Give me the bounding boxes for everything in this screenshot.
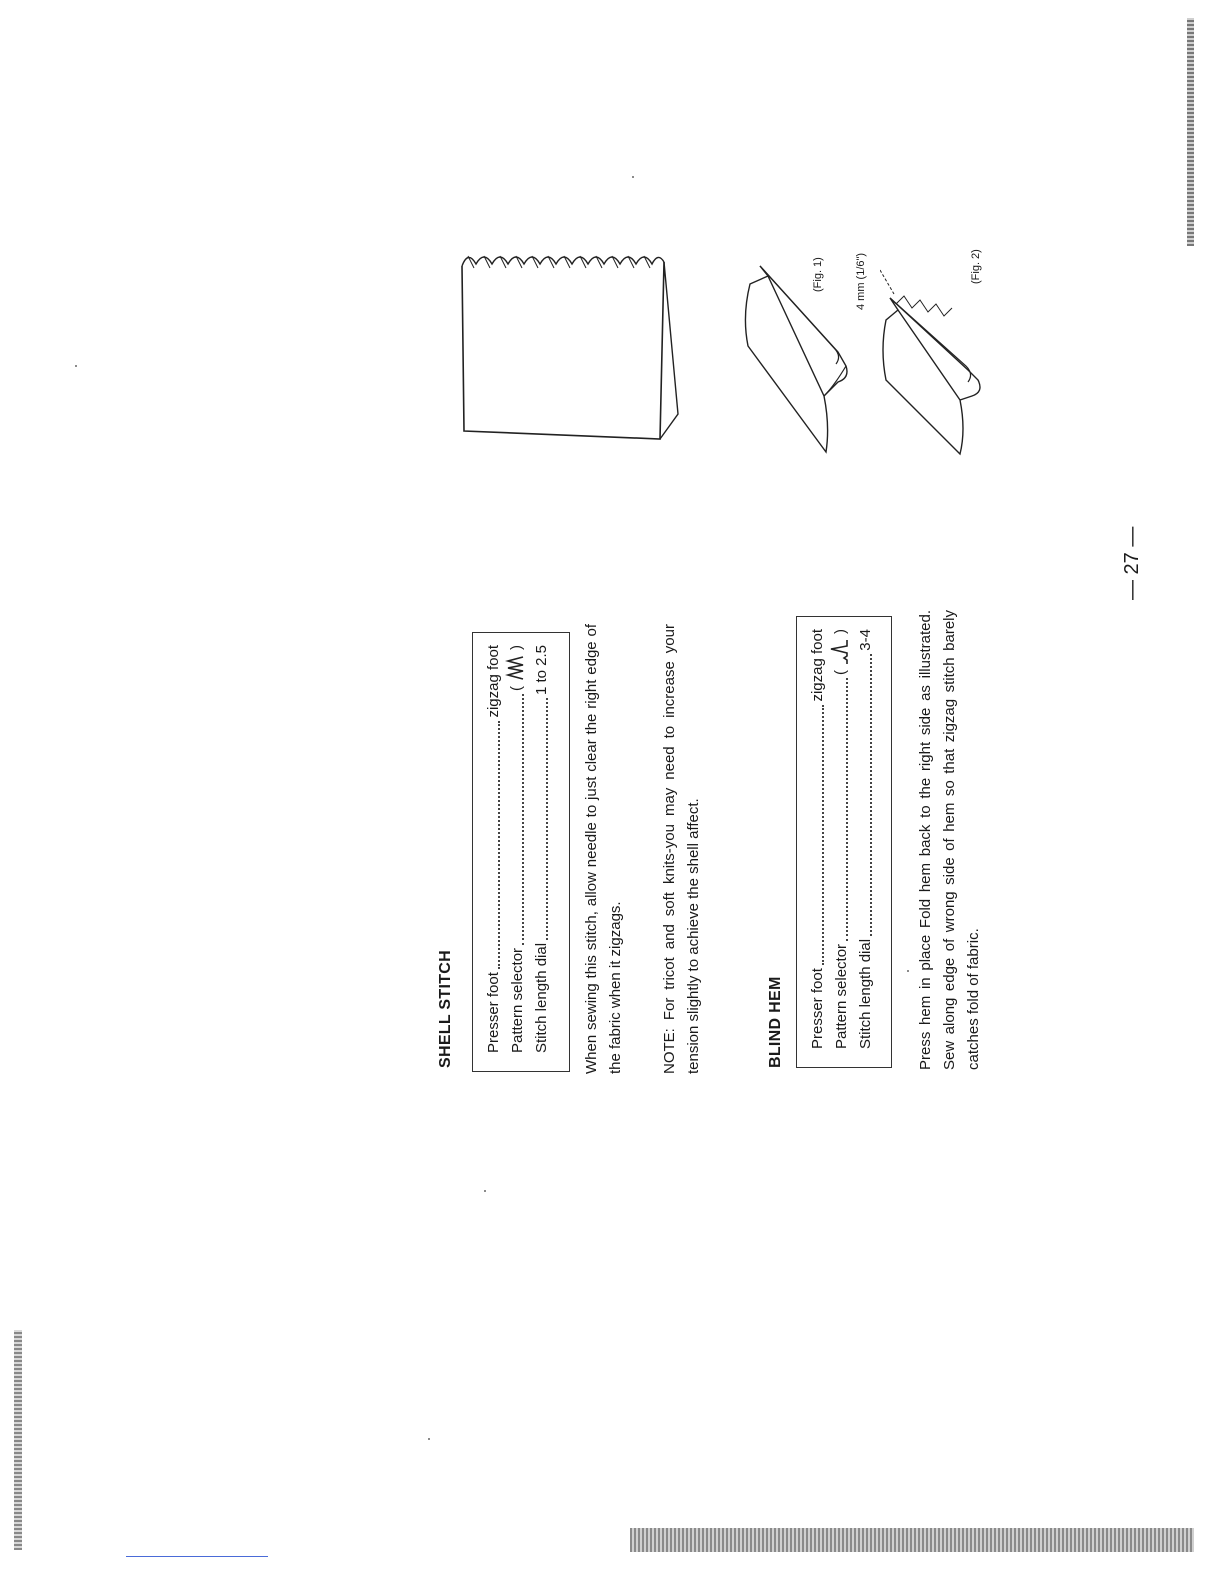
blind-hem-heading: BLIND HEM xyxy=(767,976,784,1068)
shell-pattern-selector-row: Pattern selector () xyxy=(506,645,530,1053)
blind-hem-instructions: Press hem in place Fold hem back to the right side as illustrated. Sew along edge of wrong side of hem so that zigzag stitch barely catches fold of fabric. xyxy=(917,610,982,1070)
blind-hem-fig1-illustration xyxy=(738,256,858,456)
scan-blue-line xyxy=(126,1556,268,1557)
blind-hem-pattern-icon xyxy=(829,639,854,665)
blind-hem-fig2-illustration xyxy=(880,250,1000,460)
scan-speck xyxy=(428,1438,430,1440)
scan-edge-right xyxy=(1187,18,1194,246)
shell-stitch-pattern-icon xyxy=(505,655,530,681)
shell-stitch-settings-box xyxy=(472,632,570,1072)
shell-presser-foot-row: Presser foot zigzag foot xyxy=(485,645,502,1053)
scan-speck xyxy=(632,176,634,178)
blind-stitch-length-row: Stitch length dial 3-4 xyxy=(857,629,874,1049)
shell-stitch-note: NOTE: For tricot and soft knits-you may need to increase your tension slightly to achieve the shell affect. xyxy=(661,624,702,1074)
blind-hem-settings-box xyxy=(796,616,892,1068)
fig2-caption: (Fig. 2) xyxy=(970,249,982,284)
scan-edge-left xyxy=(14,1330,22,1550)
shell-stitch-fabric-illustration xyxy=(448,236,688,456)
shell-stitch-instructions: When sewing this stitch, allow needle to just clear the right edge of the fabric when it zigzags. xyxy=(583,624,624,1074)
measurement-label: 4 mm (1/6") xyxy=(855,252,867,310)
scan-speck xyxy=(75,365,77,367)
blind-presser-foot-row: Presser foot zigzag foot xyxy=(809,629,826,1049)
blind-pattern-selector-row: Pattern selector () xyxy=(830,629,854,1049)
scan-edge-bottom xyxy=(630,1528,1194,1552)
scan-speck xyxy=(484,1190,486,1192)
shell-stitch-length-row: Stitch length dial 1 to 2.5 xyxy=(533,645,550,1053)
page-number: — 27 — xyxy=(1121,526,1143,600)
shell-stitch-heading: SHELL STITCH xyxy=(437,950,454,1068)
fig1-caption: (Fig. 1) xyxy=(812,257,824,292)
